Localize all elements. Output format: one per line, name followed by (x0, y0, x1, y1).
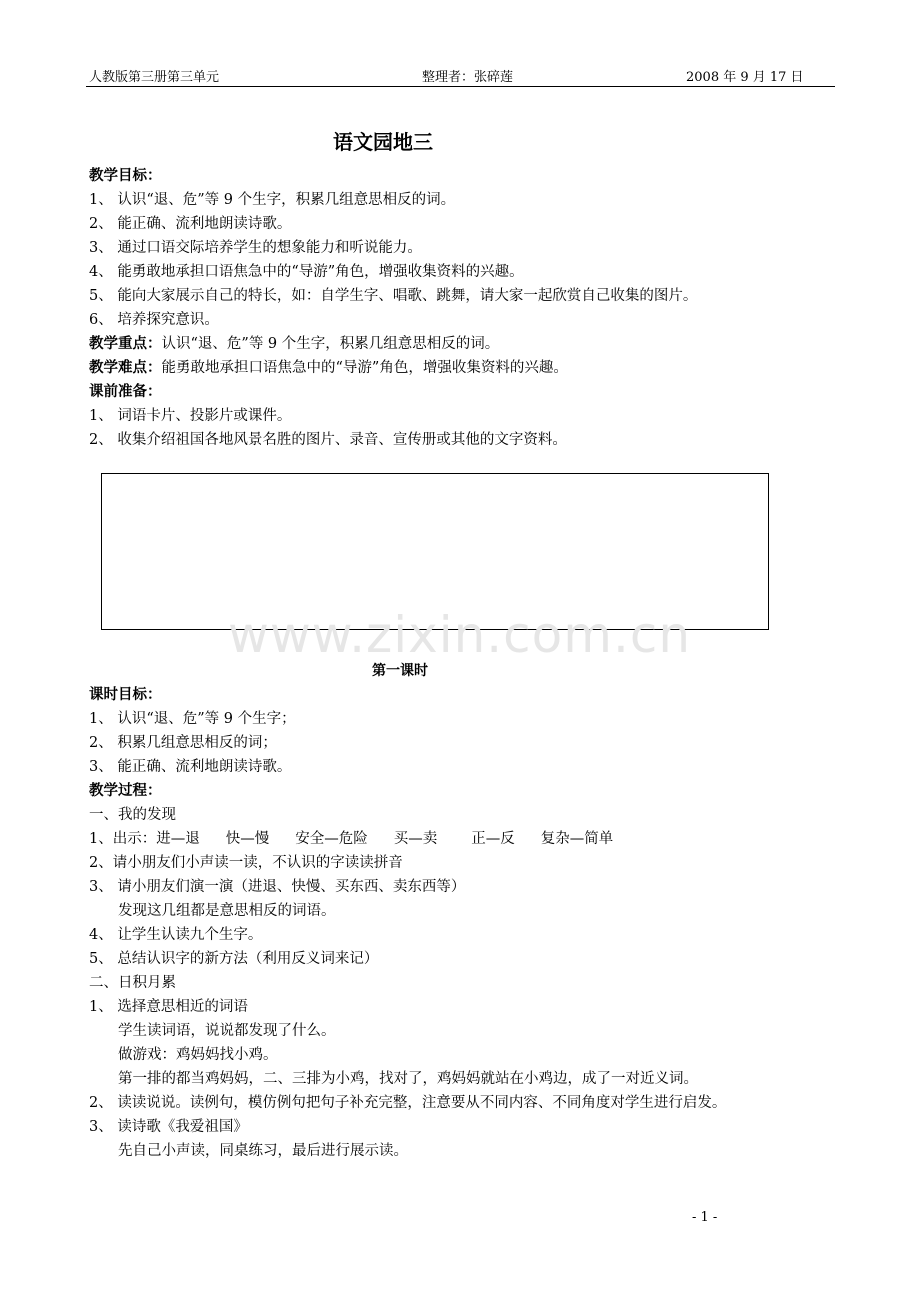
teaching-goal-item: 6、 培养探究意识。 (89, 312, 219, 328)
process-subitem: 先自己小声读，同桌练习，最后进行展示读。 (118, 1143, 408, 1159)
lesson-title: 第一课时 (372, 663, 428, 679)
header-rule (86, 86, 835, 87)
lesson-goal-item: 2、 积累几组意思相反的词； (89, 735, 277, 751)
header-unit: 人教版第三册第三单元 (89, 70, 220, 85)
process-item: 2、请小朋友们小声读一读，不认识的字读读拼音 (89, 855, 403, 871)
teaching-goal-item: 2、 能正确、流利地朗读诗歌。 (89, 216, 292, 232)
process-item: 4、 让学生认读九个生字。 (89, 927, 263, 943)
process-item: 5、 总结认识字的新方法（利用反义词来记） (89, 951, 379, 967)
difficulty-label: 教学难点： (89, 359, 162, 376)
key-point-label: 教学重点： (89, 335, 162, 352)
teaching-goals-label: 教学目标： (89, 167, 162, 184)
process-subitem: 发现这几组都是意思相反的词语。 (118, 903, 336, 919)
difficulty-text: 能勇敢地承担口语焦急中的“导游”角色，增强收集资料的兴趣。 (161, 360, 568, 376)
teaching-goal-item: 5、 能向大家展示自己的特长，如：自学生字、唱歌、跳舞，请大家一起欣赏自己收集的图片。 (89, 288, 698, 304)
lesson-goal-item: 1、 认识“退、危”等 9 个生字； (89, 711, 296, 727)
process-subitem: 学生读词语，说说都发现了什么。 (118, 1023, 336, 1039)
word-pair: 快—慢 (225, 831, 270, 847)
process-subitem: 做游戏：鸡妈妈找小鸡。 (118, 1047, 278, 1063)
page-title: 语文园地三 (333, 130, 433, 154)
process-subitem: 第一排的都当鸡妈妈，二、三排为小鸡，找对了，鸡妈妈就站在小鸡边，成了一对近义词。 (118, 1071, 698, 1087)
difficulty (89, 356, 568, 377)
process-item: 3、 请小朋友们演一演（进退、快慢、买东西、卖东西等） (89, 879, 466, 895)
section-title: 一、我的发现 (89, 807, 176, 823)
key-point (89, 332, 499, 353)
process-item: 1、 选择意思相近的词语 (89, 999, 248, 1015)
process-item: 3、 读诗歌《我爱祖国》 (89, 1119, 248, 1135)
word-pair: 买—卖 (393, 831, 438, 847)
word-pair: 正—反 (471, 831, 515, 847)
lesson-goal-item: 3、 能正确、流利地朗读诗歌。 (89, 759, 292, 775)
word-pair: 复杂—简单 (540, 831, 614, 847)
process-item: 2、 读读说说。读例句，模仿例句把句子补充完整，注意要从不同内容、不同角度对学生进行启发。 (89, 1095, 727, 1111)
header-editor: 整理者：张碎莲 (422, 70, 514, 85)
show-prefix: 1、出示： (89, 831, 157, 847)
teaching-goal-item: 3、 通过口语交际培养学生的想象能力和听说能力。 (89, 240, 422, 256)
word-pair: 安全—危险 (295, 831, 368, 847)
teaching-goal-item: 1、 认识“退、危”等 9 个生字，积累几组意思相反的词。 (89, 192, 456, 208)
page-number: - 1 - (692, 1210, 718, 1225)
section-title: 二、日积月累 (89, 975, 176, 991)
key-point-text: 认识“退、危”等 9 个生字，积累几组意思相反的词。 (161, 336, 500, 352)
watermark-text: www.zixin.com.cn (228, 606, 692, 664)
preparation-item: 2、 收集介绍祖国各地风景名胜的图片、录音、宣传册或其他的文字资料。 (89, 432, 567, 448)
word-pair: 进—退 (156, 831, 200, 847)
preparation-label: 课前准备： (89, 383, 162, 400)
word-pairs-line (89, 827, 639, 848)
teaching-goal-item: 4、 能勇敢地承担口语焦急中的“导游”角色，增强收集资料的兴趣。 (89, 264, 524, 280)
process-label: 教学过程： (89, 782, 162, 799)
preparation-item: 1、 词语卡片、投影片或课件。 (89, 408, 292, 424)
lesson-goals-label: 课时目标： (89, 686, 162, 703)
header-date: 2008 年 9 月 17 日 (686, 70, 804, 85)
